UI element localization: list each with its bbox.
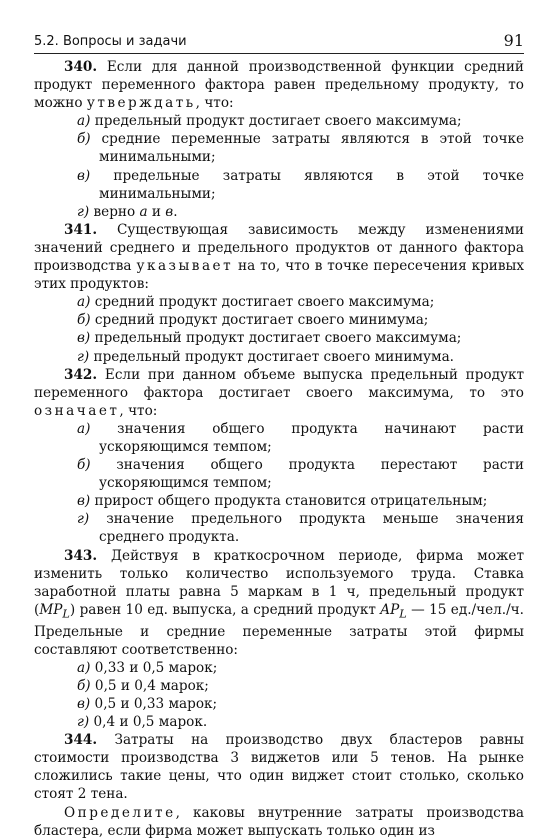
- question-341: [34, 221, 524, 293]
- answer-option: [34, 510, 524, 546]
- option-marker: б): [77, 312, 91, 329]
- question-343: [34, 547, 524, 659]
- question-342: [34, 366, 524, 420]
- option-text: предельный продукт достигает своего максимума;: [90, 113, 462, 130]
- answer-option: [34, 293, 524, 311]
- option-marker: а): [77, 420, 91, 437]
- option-text: средние переменные затраты являются в этой точке минимальными;: [90, 131, 524, 166]
- option-marker: г): [77, 511, 90, 528]
- answer-options-343: [34, 659, 524, 731]
- answer-option: [34, 695, 524, 713]
- answer-options-342: [34, 420, 524, 547]
- option-text: .: [173, 203, 178, 220]
- answer-option: [34, 329, 524, 347]
- option-marker: г): [77, 714, 90, 731]
- answer-option: [34, 492, 524, 510]
- spaced-word: указывает: [136, 258, 234, 275]
- answer-options-340: [34, 112, 524, 221]
- question-number: 342.: [64, 366, 98, 383]
- question-text: Если для данной производственной функции средний продукт переменного фактора равен предельному продукту, то можно: [34, 59, 524, 112]
- option-text: 0,4 и 0,5 марок.: [89, 714, 208, 731]
- option-text: средний продукт достигает своего максимума;: [90, 294, 435, 311]
- page-number: 91: [503, 31, 524, 50]
- question-text: на то, что в точке пересечения кривых этих продуктов:: [34, 258, 524, 293]
- option-ref-v: в: [165, 203, 174, 220]
- section-title: 5.2. Вопросы и задачи: [34, 34, 187, 49]
- option-marker: в): [77, 330, 91, 347]
- question-text: Если при данном объеме выпуска предельный продукт переменного фактора достигает своего максимума, то это: [34, 366, 524, 401]
- option-text: 0,5 и 0,4 марок;: [90, 677, 209, 694]
- question-number: 343.: [64, 547, 98, 564]
- option-text: средний продукт достигает своего минимума;: [90, 312, 429, 329]
- option-text: предельные затраты являются в этой точке минимальными;: [90, 167, 524, 202]
- option-marker: б): [77, 131, 91, 148]
- option-marker: а): [77, 294, 91, 311]
- question-number: 341.: [64, 221, 98, 238]
- option-marker: в): [77, 493, 91, 510]
- option-marker: в): [77, 696, 91, 712]
- option-text: значение предельного продукта меньше значения среднего продукта.: [89, 511, 524, 546]
- answer-option: [34, 130, 524, 166]
- option-text: 0,33 и 0,5 марок;: [90, 659, 218, 676]
- option-text: значения общего продукта перестают расти ускоряющимся темпом;: [90, 457, 524, 492]
- answer-option: [34, 677, 524, 695]
- math-subscript: L: [399, 606, 407, 621]
- question-344-task: [34, 804, 524, 840]
- option-marker: б): [77, 677, 91, 694]
- question-number: 344.: [64, 732, 98, 749]
- answer-option: [34, 203, 524, 221]
- option-text: предельный продукт достигает своего максимума;: [90, 330, 462, 347]
- answer-option: [34, 456, 524, 492]
- question-344: [34, 731, 524, 803]
- math-subscript: L: [62, 606, 70, 621]
- question-text: , что:: [119, 402, 158, 419]
- math-symbol: AP: [380, 601, 400, 618]
- option-marker: б): [77, 457, 91, 474]
- option-text: предельный продукт достигает своего минимума.: [89, 348, 454, 365]
- option-text: прирост общего продукта становится отрицательным;: [90, 493, 488, 510]
- option-marker: в): [77, 167, 91, 184]
- spaced-word: утверждать: [86, 95, 196, 112]
- answer-option: [34, 112, 524, 130]
- running-header: [34, 31, 524, 54]
- question-text: — 15 ед./чел./ч. Предельные и средние переменные затраты этой фирмы составляют соответственно:: [34, 601, 524, 658]
- option-text: верно: [89, 203, 140, 220]
- option-marker: г): [77, 348, 90, 365]
- option-text: и: [147, 203, 166, 220]
- answer-option: [34, 659, 524, 677]
- answer-option: [34, 420, 524, 456]
- answer-option: [34, 713, 524, 731]
- spaced-word: Определите: [64, 804, 176, 821]
- question-text: ) равен 10 ед. выпуска, а средний продукт: [69, 601, 381, 618]
- page-body: [34, 58, 524, 840]
- spaced-word: означает: [34, 402, 120, 419]
- option-marker: а): [77, 113, 91, 130]
- option-marker: г): [77, 203, 90, 220]
- answer-options-341: [34, 293, 524, 365]
- option-text: 0,5 и 0,33 марок;: [90, 696, 218, 712]
- question-text: , каковы внутренние затраты производства бластера, если фирма может выпускать только один из: [34, 804, 524, 839]
- option-text: значения общего продукта начинают расти ускоряющимся темпом;: [90, 420, 524, 455]
- question-340: [34, 58, 524, 112]
- question-text: Существующая зависимость между изменениями значений среднего и предельного продуктов от данного фактора производства: [34, 221, 524, 275]
- answer-option: [34, 348, 524, 366]
- answer-option: [34, 311, 524, 329]
- question-text: Затраты на производство двух бластеров равны стоимости производства 3 виджетов или 5 тенов. На рынке сложились такие цены, что один виджет стоит столько, сколько стоят 2 тена.: [34, 732, 524, 803]
- question-text: , что:: [195, 95, 234, 112]
- question-text: Действуя в краткосрочном периоде, фирма может изменить только количество используемого труда. Ставка заработной платы равна 5 маркам в 1 ч, предельный продукт (: [34, 547, 524, 618]
- math-symbol: MP: [39, 601, 63, 618]
- option-marker: а): [77, 659, 91, 676]
- question-number: 340.: [64, 59, 98, 75]
- option-ref-a: а: [139, 203, 148, 220]
- answer-option: [34, 167, 524, 203]
